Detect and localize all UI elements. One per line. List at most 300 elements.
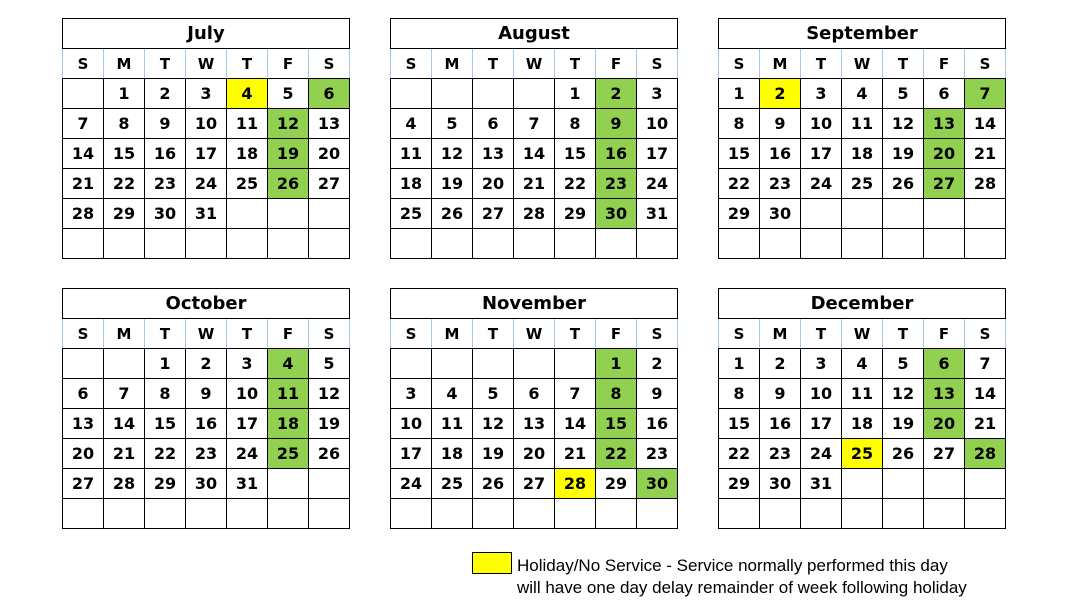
day-cell: [186, 229, 227, 259]
day-cell: 14: [555, 409, 596, 439]
month-title: November: [391, 289, 678, 319]
week-row: [391, 169, 678, 199]
day-cell: [63, 79, 104, 109]
week-row: [719, 139, 1006, 169]
day-cell-service: 30: [596, 199, 637, 229]
day-cell: [473, 229, 514, 259]
day-cell-service: 7: [965, 79, 1006, 109]
day-cell: 21: [104, 439, 145, 469]
week-row: [63, 169, 350, 199]
day-cell: [883, 499, 924, 529]
day-cell-service: 27: [924, 169, 965, 199]
day-cell: [473, 349, 514, 379]
day-cell: 22: [104, 169, 145, 199]
weekday-header: T: [473, 319, 514, 349]
day-cell: 26: [883, 169, 924, 199]
day-cell: [104, 499, 145, 529]
day-cell: 1: [719, 349, 760, 379]
day-cell: 8: [145, 379, 186, 409]
day-cell: [63, 349, 104, 379]
day-cell: 22: [145, 439, 186, 469]
day-cell-service: 13: [924, 109, 965, 139]
day-cell: [104, 229, 145, 259]
day-cell: [760, 499, 801, 529]
weekday-header: T: [801, 49, 842, 79]
day-cell: 28: [63, 199, 104, 229]
day-cell-service: 18: [268, 409, 309, 439]
weekday-header: T: [473, 49, 514, 79]
weekday-header: S: [965, 319, 1006, 349]
weekday-header: S: [965, 49, 1006, 79]
weekday-header: S: [391, 319, 432, 349]
weekday-header: S: [637, 319, 678, 349]
day-cell: 27: [63, 469, 104, 499]
month-title: July: [63, 19, 350, 49]
legend-line-2: will have one day delay remainder of week following holiday: [517, 578, 967, 597]
weekday-header: M: [760, 49, 801, 79]
day-cell: 25: [842, 169, 883, 199]
month-title: September: [719, 19, 1006, 49]
week-row: [391, 379, 678, 409]
day-cell: 25: [391, 199, 432, 229]
day-cell: 6: [924, 79, 965, 109]
day-cell: [924, 199, 965, 229]
day-cell: 17: [637, 139, 678, 169]
day-cell: 30: [186, 469, 227, 499]
day-cell: 3: [391, 379, 432, 409]
day-cell: 14: [514, 139, 555, 169]
day-cell-service: 16: [596, 139, 637, 169]
day-cell-service: 11: [268, 379, 309, 409]
day-cell: 10: [227, 379, 268, 409]
day-cell: 19: [883, 409, 924, 439]
day-cell: 28: [104, 469, 145, 499]
weekday-header: T: [555, 49, 596, 79]
day-cell: [145, 229, 186, 259]
day-cell: [924, 499, 965, 529]
weekday-header: W: [186, 49, 227, 79]
day-cell: [801, 199, 842, 229]
day-cell: 23: [145, 169, 186, 199]
day-cell: 26: [473, 469, 514, 499]
day-cell: [309, 469, 350, 499]
day-cell: 27: [473, 199, 514, 229]
day-cell-service: 13: [924, 379, 965, 409]
day-cell: 29: [104, 199, 145, 229]
day-cell: [965, 469, 1006, 499]
day-cell: 17: [391, 439, 432, 469]
weekday-header: M: [760, 319, 801, 349]
day-cell: 15: [719, 409, 760, 439]
day-cell: 24: [801, 169, 842, 199]
weekday-header: S: [637, 49, 678, 79]
day-cell: 10: [186, 109, 227, 139]
day-cell-service: 20: [924, 139, 965, 169]
weekday-header: T: [555, 319, 596, 349]
day-cell: [268, 469, 309, 499]
day-cell: 1: [104, 79, 145, 109]
day-cell: 19: [309, 409, 350, 439]
day-cell: 24: [801, 439, 842, 469]
weekday-header: S: [63, 319, 104, 349]
weekday-header: S: [309, 319, 350, 349]
week-row: [63, 109, 350, 139]
day-cell: 21: [63, 169, 104, 199]
day-cell: 31: [801, 469, 842, 499]
day-cell: 21: [965, 139, 1006, 169]
day-cell-service: 19: [268, 139, 309, 169]
day-cell: 3: [637, 79, 678, 109]
day-cell: 9: [186, 379, 227, 409]
month-calendar-july: [62, 18, 350, 259]
day-cell: 10: [637, 109, 678, 139]
day-cell: 3: [801, 349, 842, 379]
month-title: October: [63, 289, 350, 319]
day-cell: 11: [432, 409, 473, 439]
weekday-header: F: [596, 319, 637, 349]
month-calendar-september: [718, 18, 1006, 259]
day-cell: 17: [801, 139, 842, 169]
day-cell: 5: [309, 349, 350, 379]
day-cell: 18: [391, 169, 432, 199]
day-cell: 25: [227, 169, 268, 199]
day-cell: [514, 349, 555, 379]
day-cell: 1: [719, 79, 760, 109]
day-cell: 25: [432, 469, 473, 499]
day-cell: [842, 199, 883, 229]
day-cell: 10: [801, 379, 842, 409]
weekday-header: M: [432, 319, 473, 349]
day-cell: [801, 229, 842, 259]
day-cell: [268, 199, 309, 229]
week-row: [63, 199, 350, 229]
day-cell: 6: [473, 109, 514, 139]
week-row: [719, 409, 1006, 439]
week-row: [719, 439, 1006, 469]
day-cell: [432, 229, 473, 259]
day-cell: [514, 229, 555, 259]
day-cell: 14: [63, 139, 104, 169]
week-row: [63, 379, 350, 409]
day-cell: [555, 499, 596, 529]
day-cell: 16: [760, 139, 801, 169]
day-cell: 7: [63, 109, 104, 139]
day-cell: 31: [227, 469, 268, 499]
day-cell: 23: [637, 439, 678, 469]
weekday-header: T: [883, 319, 924, 349]
day-cell: [719, 229, 760, 259]
day-cell: 5: [473, 379, 514, 409]
day-cell: 20: [63, 439, 104, 469]
day-cell: [227, 229, 268, 259]
day-cell: 9: [145, 109, 186, 139]
day-cell: 2: [145, 79, 186, 109]
day-cell-holiday: 4: [227, 79, 268, 109]
week-row: [391, 409, 678, 439]
day-cell: 4: [432, 379, 473, 409]
week-row: [719, 229, 1006, 259]
day-cell-holiday: 2: [760, 79, 801, 109]
weekday-header: M: [104, 49, 145, 79]
day-cell: 12: [883, 109, 924, 139]
month-title: August: [391, 19, 678, 49]
day-cell: 20: [309, 139, 350, 169]
day-cell: [227, 499, 268, 529]
day-cell-holiday: 28: [555, 469, 596, 499]
day-cell: [186, 499, 227, 529]
week-row: [719, 79, 1006, 109]
week-row: [63, 439, 350, 469]
day-cell: 7: [104, 379, 145, 409]
day-cell: 16: [760, 409, 801, 439]
day-cell: [63, 229, 104, 259]
day-cell: 26: [432, 199, 473, 229]
day-cell: 12: [309, 379, 350, 409]
day-cell: 5: [883, 79, 924, 109]
day-cell: [432, 79, 473, 109]
day-cell-service: 2: [596, 79, 637, 109]
day-cell: [555, 349, 596, 379]
day-cell: [268, 499, 309, 529]
day-cell-service: 1: [596, 349, 637, 379]
day-cell: 19: [432, 169, 473, 199]
day-cell: 10: [391, 409, 432, 439]
day-cell: 5: [432, 109, 473, 139]
day-cell: 24: [227, 439, 268, 469]
day-cell: 27: [924, 439, 965, 469]
day-cell-service: 28: [965, 439, 1006, 469]
holiday-legend-swatch: [472, 552, 512, 574]
day-cell: 15: [145, 409, 186, 439]
day-cell: 13: [473, 139, 514, 169]
day-cell: 22: [719, 439, 760, 469]
day-cell: 11: [842, 379, 883, 409]
legend-text: [517, 555, 1037, 599]
day-cell: 7: [514, 109, 555, 139]
day-cell: [965, 199, 1006, 229]
day-cell: [637, 229, 678, 259]
day-cell: 7: [965, 349, 1006, 379]
day-cell-service: 8: [596, 379, 637, 409]
week-row: [391, 109, 678, 139]
day-cell: 13: [514, 409, 555, 439]
week-row: [391, 199, 678, 229]
week-row: [63, 469, 350, 499]
week-row: [391, 439, 678, 469]
day-cell: 16: [186, 409, 227, 439]
day-cell: 27: [309, 169, 350, 199]
month-calendar-october: [62, 288, 350, 529]
day-cell: [760, 229, 801, 259]
day-cell: 19: [883, 139, 924, 169]
day-cell: 17: [801, 409, 842, 439]
day-cell-service: 6: [924, 349, 965, 379]
day-cell: 2: [186, 349, 227, 379]
day-cell: 8: [555, 109, 596, 139]
day-cell: [309, 499, 350, 529]
day-cell: 31: [637, 199, 678, 229]
day-cell: 26: [309, 439, 350, 469]
day-cell: [432, 349, 473, 379]
day-cell: [309, 229, 350, 259]
day-cell: 9: [637, 379, 678, 409]
day-cell: 12: [432, 139, 473, 169]
weekday-header: W: [186, 319, 227, 349]
day-cell: [842, 469, 883, 499]
day-cell: 6: [514, 379, 555, 409]
week-row: [391, 349, 678, 379]
day-cell: 3: [227, 349, 268, 379]
day-cell: 12: [883, 379, 924, 409]
day-cell: 24: [186, 169, 227, 199]
week-row: [719, 199, 1006, 229]
week-row: [719, 169, 1006, 199]
day-cell: [719, 499, 760, 529]
week-row: [63, 349, 350, 379]
weekday-header: S: [391, 49, 432, 79]
weekday-header: M: [104, 319, 145, 349]
day-cell: 13: [309, 109, 350, 139]
weekday-header: F: [596, 49, 637, 79]
week-row: [719, 379, 1006, 409]
day-cell: 23: [760, 169, 801, 199]
day-cell: 11: [842, 109, 883, 139]
day-cell: 4: [842, 349, 883, 379]
day-cell: 8: [719, 109, 760, 139]
day-cell: 21: [514, 169, 555, 199]
day-cell: 8: [104, 109, 145, 139]
day-cell: [596, 229, 637, 259]
day-cell: [391, 79, 432, 109]
day-cell: 31: [186, 199, 227, 229]
day-cell: [924, 469, 965, 499]
day-cell: [391, 229, 432, 259]
day-cell: [637, 499, 678, 529]
day-cell: 30: [760, 199, 801, 229]
month-calendar-november: [390, 288, 678, 529]
day-cell: 1: [555, 79, 596, 109]
day-cell: [227, 199, 268, 229]
day-cell: 28: [514, 199, 555, 229]
day-cell: [965, 229, 1006, 259]
day-cell: [391, 349, 432, 379]
day-cell: 14: [104, 409, 145, 439]
weekday-header: S: [719, 319, 760, 349]
week-row: [63, 409, 350, 439]
day-cell: 13: [63, 409, 104, 439]
day-cell: 18: [227, 139, 268, 169]
legend-line-1: Holiday/No Service - Service normally performed this day: [517, 556, 948, 575]
day-cell: [514, 79, 555, 109]
month-calendar-august: [390, 18, 678, 259]
day-cell: 18: [842, 409, 883, 439]
day-cell: [596, 499, 637, 529]
weekday-header: W: [842, 49, 883, 79]
day-cell: 8: [719, 379, 760, 409]
weekday-header: F: [268, 319, 309, 349]
day-cell: [145, 499, 186, 529]
day-cell: 30: [760, 469, 801, 499]
day-cell: [432, 499, 473, 529]
weekday-header: F: [268, 49, 309, 79]
day-cell-service: 22: [596, 439, 637, 469]
day-cell: 29: [145, 469, 186, 499]
day-cell: 14: [965, 109, 1006, 139]
day-cell: [63, 499, 104, 529]
day-cell: 11: [227, 109, 268, 139]
day-cell: 9: [760, 379, 801, 409]
week-row: [391, 469, 678, 499]
day-cell: 4: [842, 79, 883, 109]
day-cell-service: 26: [268, 169, 309, 199]
day-cell: 16: [145, 139, 186, 169]
day-cell: 3: [801, 79, 842, 109]
week-row: [391, 79, 678, 109]
day-cell: [309, 199, 350, 229]
weekday-header: F: [924, 319, 965, 349]
day-cell: 23: [760, 439, 801, 469]
day-cell: [555, 229, 596, 259]
day-cell: 14: [965, 379, 1006, 409]
day-cell-service: 6: [309, 79, 350, 109]
day-cell-service: 23: [596, 169, 637, 199]
day-cell: 6: [63, 379, 104, 409]
weekday-header: W: [842, 319, 883, 349]
day-cell: 2: [637, 349, 678, 379]
month-title: December: [719, 289, 1006, 319]
day-cell: 12: [473, 409, 514, 439]
day-cell: 15: [555, 139, 596, 169]
day-cell: 10: [801, 109, 842, 139]
weekday-header: S: [63, 49, 104, 79]
day-cell: 22: [719, 169, 760, 199]
day-cell: [883, 199, 924, 229]
day-cell-service: 30: [637, 469, 678, 499]
day-cell: 21: [965, 409, 1006, 439]
day-cell: 3: [186, 79, 227, 109]
day-cell: 2: [760, 349, 801, 379]
week-row: [719, 469, 1006, 499]
day-cell-service: 25: [268, 439, 309, 469]
day-cell: 4: [391, 109, 432, 139]
day-cell-service: 20: [924, 409, 965, 439]
month-calendar-december: [718, 288, 1006, 529]
day-cell: 20: [473, 169, 514, 199]
day-cell: 18: [842, 139, 883, 169]
day-cell: 5: [268, 79, 309, 109]
day-cell: 15: [104, 139, 145, 169]
day-cell: 29: [555, 199, 596, 229]
day-cell: 29: [596, 469, 637, 499]
day-cell: 24: [391, 469, 432, 499]
day-cell-service: 15: [596, 409, 637, 439]
day-cell: [514, 499, 555, 529]
day-cell: [473, 499, 514, 529]
weekday-header: F: [924, 49, 965, 79]
day-cell: 16: [637, 409, 678, 439]
day-cell: 30: [145, 199, 186, 229]
day-cell: 7: [555, 379, 596, 409]
day-cell: 19: [473, 439, 514, 469]
week-row: [719, 499, 1006, 529]
week-row: [719, 349, 1006, 379]
week-row: [63, 229, 350, 259]
weekday-header: T: [801, 319, 842, 349]
weekday-header: W: [514, 319, 555, 349]
weekday-header: S: [719, 49, 760, 79]
day-cell: 1: [145, 349, 186, 379]
weekday-header: M: [432, 49, 473, 79]
